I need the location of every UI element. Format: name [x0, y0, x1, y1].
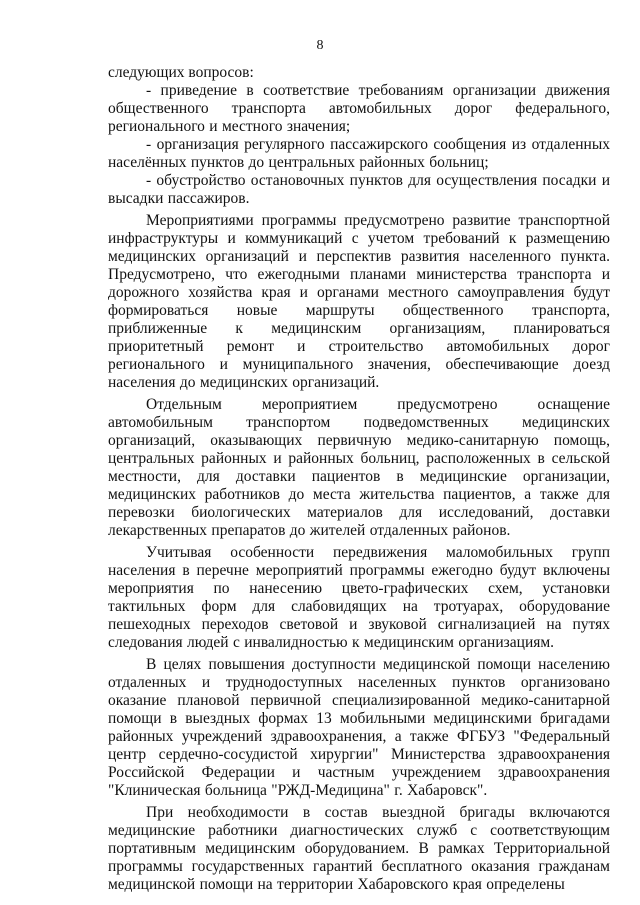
lead-line: следующих вопросов: — [108, 64, 254, 81]
bullet-item-bus-stops: - обустройство остановочных пунктов для осуществления посадки и высадки пассажиров. — [108, 172, 610, 207]
bullet-item-transport-requirements: - приведение в соответствие требованиям организации движения общественного транспорта автомобильных дорог федерального, регионального и местного значения; — [108, 82, 610, 135]
paragraph-vehicle-equipment: Отдельным мероприятием предусмотрено оснащение автомобильным транспортом подведомственных медицинских организаций, оказывающих первичную медико-санитарную помощь, центральных районных и районных больниц, расположенных в сельской местности, для доставки пациентов в медицинские организации, медицинских работников до места жительства пациентов, а также для перевозки биологических материалов для исследований, доставки лекарственных препаратов до жителей отдаленных районов. — [108, 396, 610, 539]
paragraph-accessibility: Учитывая особенности передвижения маломобильных групп населения в перечне мероприятий программы ежегодно будут включены мероприятия по нанесению цвето-графических схем, установки тактильных форм для слабовидящих на тротуарах, оборудование пешеходных переходов световой и звуковой сигнализацией на путях следования людей с инвалидностью к медицинским организациям. — [108, 544, 610, 651]
bullet-item-regular-passenger-service: - организация регулярного пассажирского сообщения из отдаленных населённых пунктов до центральных районных больниц; — [108, 136, 610, 171]
paragraph-mobile-brigades: В целях повышения доступности медицинской помощи населению отдаленных и труднодоступных населенных пунктов организовано оказание плановой первичной специализированной медико-санитарной помощи в выездных формах 13 мобильными медицинскими бригадами районных учреждений здравоохранения, а также ФГБУЗ "Федеральный центр сердечно-сосудистой хирургии" Министерства здравоохранения Российской Федерации и частным учреждением здравоохранения "Клиническая больница "РЖД-Медицина" г. Хабаровск". — [108, 656, 610, 799]
paragraph-diagnostic-services: При необходимости в состав выездной бригады включаются медицинские работники диагностических служб с соответствующим портативным медицинским оборудованием. В рамках Территориальной программы государственных гарантий бесплатного оказания гражданам медицинской помощи на территории Хабаровского края определены — [108, 804, 610, 893]
document-body — [108, 64, 610, 894]
page-number: 8 — [316, 38, 324, 53]
paragraph-infrastructure: Мероприятиями программы предусмотрено развитие транспортной инфраструктуры и коммуникаций с учетом требований к размещению медицинских организаций и перспектив развития населенного пункта. Предусмотрено, что ежегодными планами министерства транспорта и дорожного хозяйства края и органами местного самоуправления будут формироваться новые маршруты общественного транспорта, приближенные к медицинским организациям, планироваться приоритетный ремонт и строительство автомобильных дорог регионального и муниципального значения, обеспечивающие доезд населения до медицинских организаций. — [108, 212, 610, 391]
